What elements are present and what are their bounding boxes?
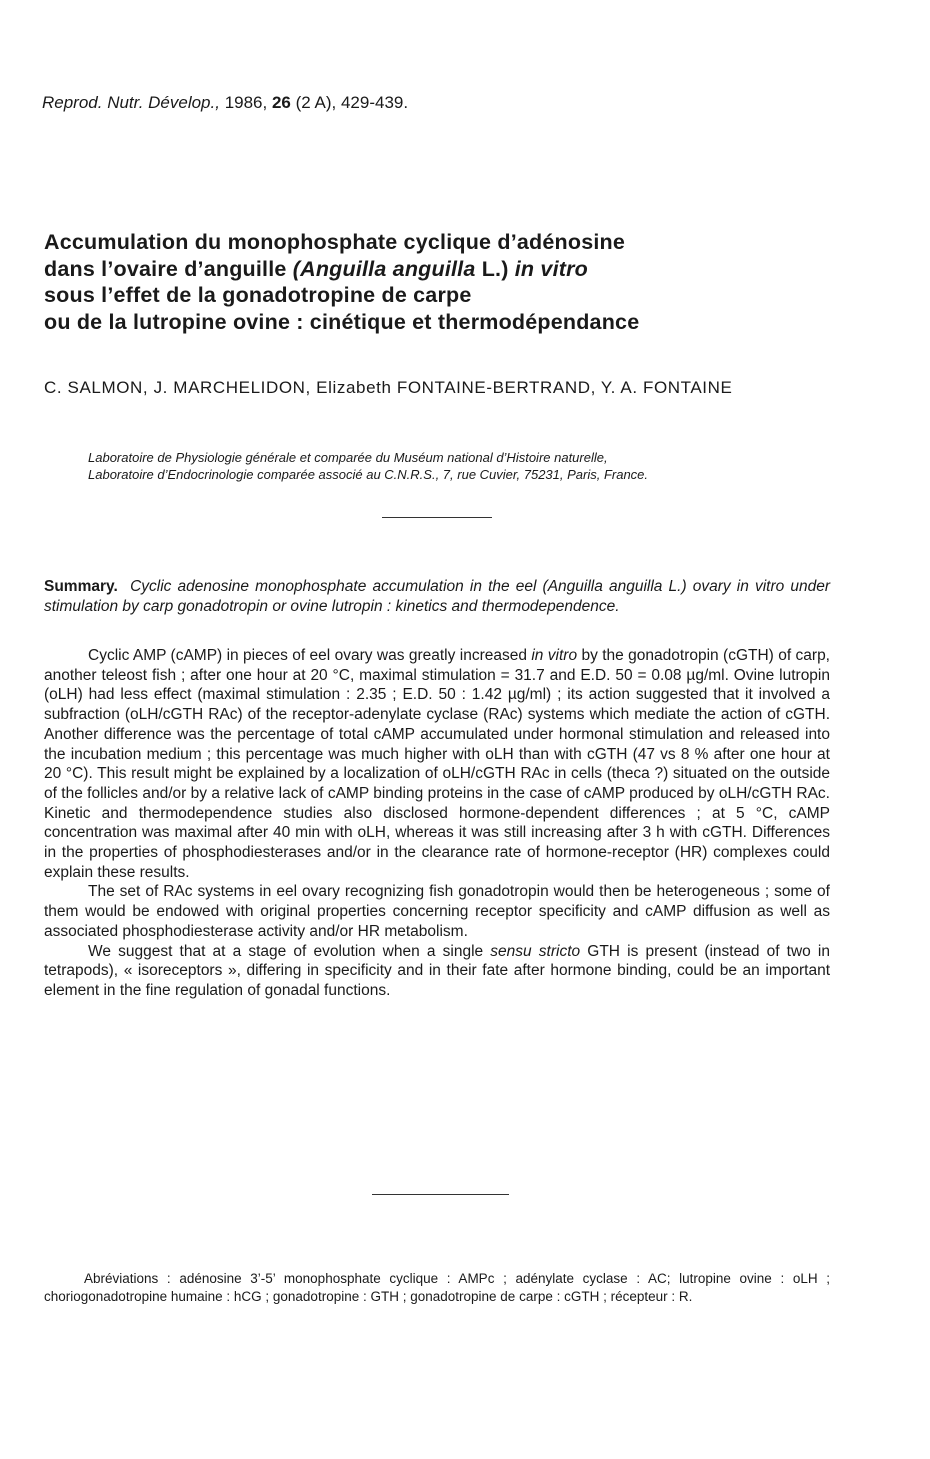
title-line-4: ou de la lutropine ovine : cinétique et thermodépendance xyxy=(44,309,640,334)
abstract-paragraph-1 xyxy=(44,646,830,882)
abstract-body xyxy=(44,646,830,1001)
title-species-name: (Anguilla anguilla xyxy=(292,256,476,281)
section-divider-top xyxy=(382,517,492,518)
author-list: C. SALMON, J. MARCHELIDON, Elizabeth FONTAINE-BERTRAND, Y. A. FONTAINE xyxy=(44,378,733,397)
title-in-vitro: in vitro xyxy=(514,256,589,281)
title-line-2 xyxy=(44,256,844,283)
abbreviations-footnote: Abréviations : adénosine 3’-5’ monophosphate cyclique : AMPc ; adénylate cyclase : AC; lutropine ovine : oLH ; choriogonadotropine humaine : hCG ; gonadotropine : GTH ; gonadotropine de carpe : cGTH ; récepteur : R. xyxy=(44,1271,830,1304)
paragraph-3-part-a: We suggest that at a stage of evolution when a single xyxy=(88,942,491,960)
journal-citation xyxy=(42,93,408,113)
journal-year: 1986, xyxy=(224,93,268,112)
abstract-paragraph-3 xyxy=(44,942,830,1001)
title-line-2-part-c: L.) xyxy=(475,256,515,281)
journal-name: Reprod. Nutr. Dévelop., xyxy=(42,93,220,112)
affiliations xyxy=(88,449,848,483)
journal-volume: 26 xyxy=(271,93,291,112)
paragraph-1-in-vitro: in vitro xyxy=(531,647,578,664)
title-line-1: Accumulation du monophosphate cyclique d’adénosine xyxy=(44,230,626,254)
affiliation-line-2: Laboratoire d’Endocrinologie comparée associé au C.N.R.S., 7, rue Cuvier, 75231, Paris, France. xyxy=(88,467,649,482)
section-divider-bottom xyxy=(372,1194,509,1195)
abstract-paragraph-2: The set of RAc systems in eel ovary recognizing fish gonadotropin would then be heterogeneous ; some of them would be endowed with original properties concerning receptor specificity and cAMP diffusion as well as associated phosphodiesterase activity and/or HR metabolism. xyxy=(44,883,830,940)
title-line-2-part-a: dans l’ovaire d’anguille xyxy=(44,256,293,281)
journal-issue-pages: (2 A), 429-439. xyxy=(295,93,409,112)
title-line-3: sous l’effet de la gonadotropine de carpe xyxy=(44,283,472,307)
paragraph-1-part-a: Cyclic AMP (cAMP) in pieces of eel ovary was greatly increased xyxy=(88,647,532,664)
summary-heading xyxy=(44,577,830,616)
article-title xyxy=(44,229,844,335)
paragraph-3-part-c: GTH is present (instead of two in tetrapods), « isoreceptors », differing in specificity and in their fate after hormone binding, could be an important element in the fine regulation of gonadal functions. xyxy=(44,942,830,999)
affiliation-line-1: Laboratoire de Physiologie générale et comparée du Muséum national d’Histoire naturelle, xyxy=(88,450,608,465)
paragraph-1-part-c: by the gonadotropin (cGTH) of carp, another teleost fish ; after one hour at 20 °C, maximal stimulation = 31.7 and E.D. 50 = 0.08 µg/ml. Ovine lutropin (oLH) had less effect (maximal stimulation : 2.35 ; E.D. 50 : 1.42 µg/ml) ; its action suggested that it involved a subfraction (oLH/cGTH RAc) of the receptor-adenylate cyclase (RAc) systems which mediate the action of cGTH. Another difference was the percentage of total cAMP accumulated under hormonal stimulation and released into the incubation medium ; this percentage was much higher with oLH than with cGTH (47 vs 8 % after one hour at 20 °C). This result might be explained by a localization of oLH/cGTH RAc in cells (theca ?) situated on the outside of the follicles and/or by a relative lack of cAMP binding proteins in the case of cAMP produced by oLH/cGTH RAc. Kinetic and thermodependence studies also disclosed hormone-dependent differences ; at 5 °C, cAMP concentration was maximal after 40 min with oLH, whereas it was still increasing after 3 h with cGTH. Differences in the properties of phosphodiesterases and/or in the clearance rate of hormone-receptor (HR) complexes could explain these results. xyxy=(44,647,830,881)
paragraph-3-sensu-stricto: sensu stricto xyxy=(490,942,581,960)
summary-label: Summary. xyxy=(44,578,118,595)
summary-english-title: Cyclic adenosine monophosphate accumulation in the eel (Anguilla anguilla L.) ovary in vitro under stimulation by carp gonadotropin or ovine lutropin : kinetics and thermodependence. xyxy=(44,578,830,615)
